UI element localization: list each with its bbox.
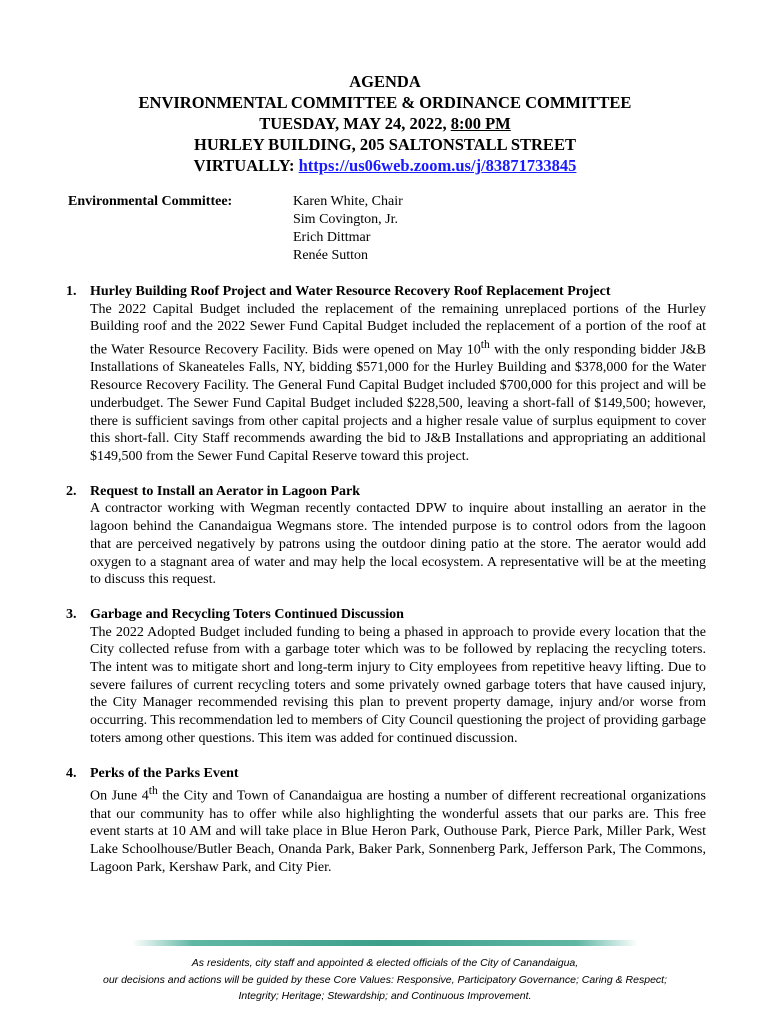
item-body-text: The 2022 Capital Budget included the replacement of the remaining unreplaced portions of the Hurley Building roof and the 2022 Sewer Fund Capital Budget included the replacement of a portion of the roof at the Water Resource Recovery Facility. Bids were opened on May 10 bbox=[90, 301, 706, 358]
footer-line: our decisions and actions will be guided by these Core Values: Responsive, Participatory Governance; Caring & Respect; bbox=[103, 973, 667, 986]
meeting-date bbox=[0, 113, 770, 134]
item-body-text: with the only responding bidder J&B Installations of Skaneateles Falls, NY, bidding $571,000 for the Hurley Building and $378,000 for the Water Resource Recovery Facility. The General Fund Capital Budget included $700,000 for this project and will be underbudget. The Sewer Fund Capital Budget included $228,500, leaving a short-fall of $149,500; however, there is sufficient savings from other capital projects and a higher resale value of surplus equipment to cover this short-fall. City Staff recommends awarding the bid to J&B Installations and appropriating an additional $149,500 from the Sewer Fund Capital Reserve toward this project. bbox=[90, 342, 706, 464]
agenda-header bbox=[0, 71, 770, 176]
item-number: 4. bbox=[66, 765, 77, 781]
ordinal-suffix: th bbox=[480, 338, 490, 352]
item-title: Hurley Building Roof Project and Water Resource Recovery Roof Replacement Project bbox=[90, 284, 611, 299]
agenda-title: AGENDA bbox=[349, 72, 421, 91]
agenda-item bbox=[66, 765, 706, 877]
virtual-label: VIRTUALLY: bbox=[193, 156, 299, 175]
agenda-item bbox=[66, 283, 706, 466]
footer-divider bbox=[132, 940, 638, 946]
footer-line: Integrity; Heritage; Stewardship; and Continuous Improvement. bbox=[238, 990, 532, 1002]
item-title: Perks of the Parks Event bbox=[90, 765, 239, 781]
member-list bbox=[293, 193, 593, 265]
item-body: A contractor working with Wegman recently contacted DPW to inquire about installing an aerator in the lagoon behind the Canandaigua Wegmans store. The intended purpose is to control odors from the lagoon that are perceived negatively by patrons using the outdoor dining patio at the store. The aerator would add oxygen to a stagnant area of water and may help the local ecosystem. A representative will be at the meeting to discuss this request. bbox=[90, 501, 706, 588]
meeting-time: 8:00 PM bbox=[450, 114, 511, 133]
footer-line: As residents, city staff and appointed & elected officials of the City of Canandaigua, bbox=[191, 957, 579, 969]
item-body: The 2022 Adopted Budget included funding to being a phased in approach to provide every location that the City collected refuse from with a garbage toter which was to be followed by replacing the recycling toters. The intent was to mitigate short and long-term injury to City employees from repetitive heavy lifting. Due to severe failures of current recycling toters and some privately owned garbage toters that have caused injury, the City Manager recommended revising this plan to prevent property damage, injury and/or worse from occurring. This recommendation led to members of City Council questioning the project of providing garbage toters among other questions. This item was added for continued discussion. bbox=[90, 624, 706, 746]
item-body bbox=[90, 301, 706, 466]
ordinal-suffix: th bbox=[148, 784, 158, 798]
committee-title: ENVIRONMENTAL COMMITTEE & ORDINANCE COMMITTEE bbox=[138, 93, 632, 112]
item-title: Request to Install an Aerator in Lagoon Park bbox=[90, 483, 361, 499]
meeting-location: HURLEY BUILDING, 205 SALTONSTALL STREET bbox=[194, 135, 576, 154]
zoom-link[interactable]: https://us06web.zoom.us/j/83871733845 bbox=[298, 156, 577, 175]
virtual-meeting bbox=[0, 155, 770, 176]
item-body-text: the City and Town of Canandaigua are hosting a number of different recreational organizations that our community has to offer while also highlighting the wonderful assets that our parks are. This free event starts at 10 AM and will take place in Blue Heron Park, Outhouse Park, Pierce Park, Miller Park, West Lake Schoolhouse/Butler Beach, Onanda Park, Baker Park, Sonnenberg Park, Jefferson Park, The Commons, Lagoon Park, Kershaw Park, and City Pier. bbox=[90, 788, 706, 875]
member-name: Sim Covington, Jr. bbox=[293, 212, 399, 227]
item-body bbox=[90, 782, 706, 876]
member-name: Renée Sutton bbox=[293, 248, 369, 263]
item-number: 1. bbox=[66, 284, 77, 299]
item-number: 3. bbox=[66, 606, 77, 622]
agenda-item bbox=[66, 483, 706, 589]
agenda-item bbox=[66, 606, 706, 748]
member-name: Erich Dittmar bbox=[293, 230, 371, 245]
core-values-footer bbox=[0, 955, 770, 1005]
committee-label: Environmental Committee: bbox=[68, 194, 233, 209]
item-title: Garbage and Recycling Toters Continued Discussion bbox=[90, 606, 404, 622]
item-number: 2. bbox=[66, 483, 77, 499]
item-body-text: On June 4 bbox=[90, 788, 149, 804]
member-name: Karen White, Chair bbox=[293, 194, 403, 209]
meeting-date-text: TUESDAY, MAY 24, 2022, bbox=[259, 114, 451, 133]
agenda-items bbox=[66, 283, 706, 893]
